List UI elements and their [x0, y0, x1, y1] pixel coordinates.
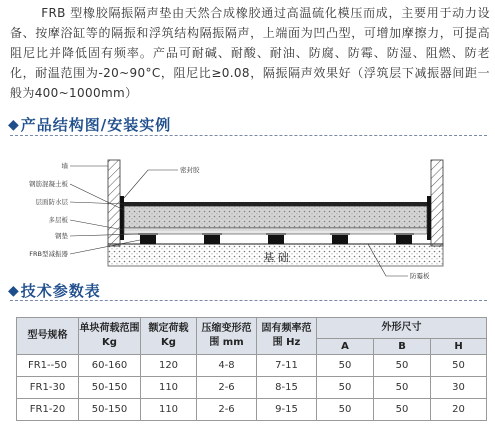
spec-table [16, 317, 487, 421]
section-divider [10, 300, 487, 301]
params-section-heading [8, 280, 101, 301]
frb-pad [332, 234, 348, 244]
header-rated-load: 额定荷载 Kg [141, 318, 197, 355]
label-sealant: 密封胶 [180, 166, 200, 174]
label-foundation: 基 础 [263, 251, 289, 264]
header-dimensions: 外形尺寸 [317, 318, 487, 339]
cell-rated-load: 120 [141, 355, 197, 377]
cell-model: FR1-20 [17, 399, 79, 421]
header-dim-h: H [431, 339, 487, 355]
cell-load-range: 50-150 [79, 399, 141, 421]
label-fireproof-board: 防霉板 [410, 272, 430, 280]
header-model: 型号规格 [17, 318, 79, 355]
cell-frequency: 9-15 [257, 399, 317, 421]
structure-section-title: 产品结构图/安装实例 [20, 116, 172, 134]
cell-deformation: 4-8 [197, 355, 257, 377]
label-finish-waterproof: 层面防水层 [35, 198, 68, 206]
table-row [17, 377, 487, 399]
frb-pad [140, 234, 156, 244]
waterproof-layer [124, 202, 427, 206]
cell-load-range: 50-150 [79, 377, 141, 399]
frb-pad [396, 234, 412, 244]
cell-frequency: 7-11 [257, 355, 317, 377]
cell-model: FR1--50 [17, 355, 79, 377]
right-wall [431, 160, 443, 246]
table-row [17, 399, 487, 421]
frb-pad [268, 234, 284, 244]
description-paragraph: FRB 型橡胶隔振隔声垫由天然合成橡胶通过高温硫化模压而成，主要用于动力设备、按摩浴缸等的隔振和浮筑结构隔振隔声，上端面为凹凸型，可增加摩擦力，可提高阻尼比并降低固有频率。产品可耐碱、耐酸、耐油、防腐、防霉、防湿、阻燃、防老化，耐温范围为-20~90°C，阻尼比≥0.08，隔振隔声效果好（浮筑层下减振器间距一般为400~1000mm） [10, 6, 490, 100]
cell-frequency: 8-15 [257, 377, 317, 399]
params-section-title: 技术参数表 [20, 282, 101, 300]
cell-deformation: 2-6 [197, 377, 257, 399]
cell-dim-h: 20 [431, 399, 487, 421]
cell-dim-h: 30 [431, 377, 487, 399]
cell-dim-b: 50 [374, 399, 431, 421]
product-description [10, 3, 490, 103]
diamond-bullet-icon: ◆ [8, 282, 19, 299]
steel-plate [330, 233, 350, 235]
header-deformation: 压缩变形范围 mm [197, 318, 257, 355]
label-wall: 墙 [61, 162, 68, 170]
installation-diagram [28, 140, 468, 280]
cell-dim-b: 50 [374, 377, 431, 399]
label-steel: 钢垫 [55, 232, 68, 240]
header-dim-b: B [374, 339, 431, 355]
cell-model: FR1-30 [17, 377, 79, 399]
cell-load-range: 60-160 [79, 355, 141, 377]
steel-plate [138, 233, 158, 235]
structure-section-heading [8, 114, 171, 135]
label-multilayer: 多层板 [48, 216, 68, 224]
section-divider [10, 135, 487, 136]
steel-plate [266, 233, 286, 235]
cell-dim-b: 50 [374, 355, 431, 377]
slab-texture [124, 206, 427, 228]
frb-pad [204, 234, 220, 244]
sealant-right [427, 196, 431, 240]
steel-plate [394, 233, 414, 235]
leader-steel [70, 234, 138, 236]
cell-rated-load: 110 [141, 399, 197, 421]
cell-dim-a: 50 [317, 355, 374, 377]
leader-sealant [124, 170, 178, 198]
cell-dim-a: 50 [317, 377, 374, 399]
header-dim-a: A [317, 339, 374, 355]
header-load-range: 单块荷载范围 Kg [79, 318, 141, 355]
label-frb-pad: FRB型减振器 [29, 250, 68, 258]
cell-deformation: 2-6 [197, 399, 257, 421]
cell-rated-load: 110 [141, 377, 197, 399]
steel-plate [202, 233, 222, 235]
table-row [17, 355, 487, 377]
cell-dim-h: 50 [431, 355, 487, 377]
sealant-left [120, 196, 124, 240]
header-frequency: 固有频率范围 Hz [257, 318, 317, 355]
label-rc-slab: 钢筋混凝土板 [29, 180, 68, 188]
cell-dim-a: 50 [317, 399, 374, 421]
diamond-bullet-icon: ◆ [8, 116, 19, 133]
